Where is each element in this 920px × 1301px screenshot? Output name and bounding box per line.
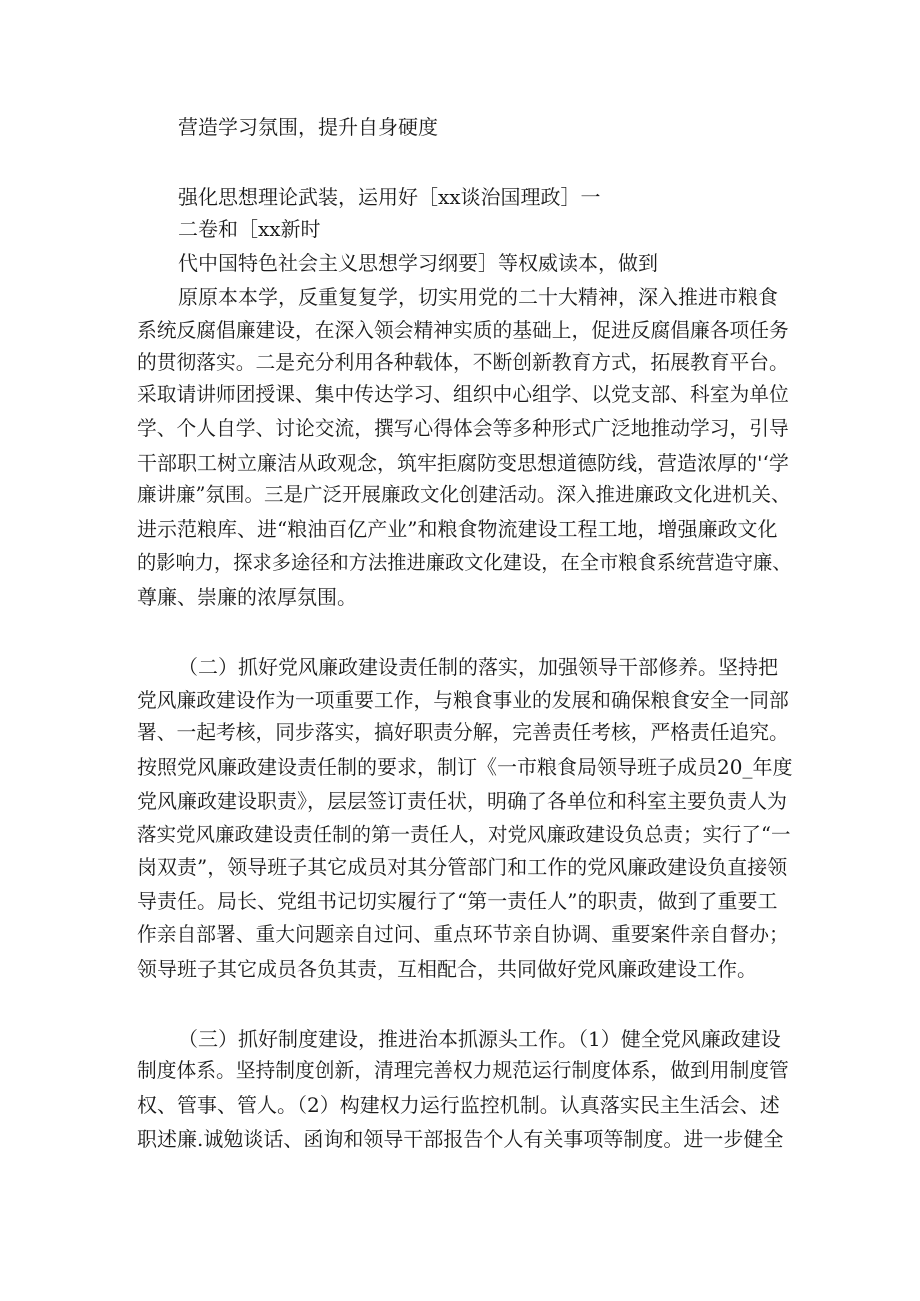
- section-2-line: 落实党风廉政建设责任制的第一责任人，对党风廉政建设负总责；实行了“一: [137, 823, 791, 846]
- section-2-line: 党风廉政建设职责》，层层签订责任状，明确了各单位和科室主要负责人为: [137, 789, 787, 813]
- section-2-line: （二）抓好党风廉政建设责任制的落实，加强领导干部修养。坚持把: [178, 655, 778, 679]
- intro-heading: 营造学习氛围，提升自身硬度: [178, 115, 438, 139]
- paragraph-1-line: 学、个人自学、讨论交流，撰写心得体会等多种形式广泛地推动学习，引导: [137, 417, 789, 440]
- section-2-line: 按照党风廉政建设责任制的要求，制订《一市粮食局领导班子成员20_年度: [137, 755, 793, 779]
- section-3-line: 制度体系。坚持制度创新，清理完善权力规范运行制度体系，做到用制度管: [137, 1059, 789, 1082]
- paragraph-1-line: 进示范粮库、进“粮油百亿产业”和粮食物流建设工程工地，增强廉政文化: [137, 517, 778, 541]
- intro-line-2: 二卷和［xx新时: [178, 217, 321, 241]
- paragraph-1-line: 尊廉、崇廉的浓厚氛围。: [137, 585, 357, 609]
- paragraph-1-line: 系统反腐倡廉建设，在深入领会精神实质的基础上，促进反腐倡廉各项任务: [137, 319, 789, 342]
- paragraph-1-line: 原原本本学，反重复复学，切实用党的二十大精神，深入推进市粮食: [178, 285, 778, 309]
- intro-line-3: 代中国特色社会主义思想学习纲要］等权威读本，做到: [178, 251, 658, 275]
- intro-line-1: 强化思想理论武装，运用好［xx谈治国理政］一: [178, 185, 601, 209]
- section-2-line: 岗双责”，领导班子其它成员对其分管部门和工作的党风廉政建设负直接领: [137, 855, 788, 879]
- section-3-line: （三）抓好制度建设，推进治本抓源头工作。（1）健全党风廉政建设: [178, 1027, 781, 1051]
- section-2-line: 作亲自部署、重大问题亲自过问、重点环节亲自协调、重要案件亲自督办；: [137, 923, 789, 946]
- section-2-line: 导责任。局长、党组书记切实履行了“第一责任人”的职责，做到了重要工: [137, 889, 778, 913]
- paragraph-1-line: 干部职工树立廉洁从政观念，筑牢拒腐防变思想道德防线，营造浓厚的'‘学: [137, 451, 789, 475]
- section-3-line: 权、管事、管人。（2）构建权力运行监控机制。认真落实民主生活会、述: [137, 1093, 780, 1117]
- section-2-line: 署、一起考核，同步落实，搞好职责分解，完善责任考核，严格责任追究。: [137, 721, 789, 744]
- paragraph-1-line: 的影响力，探求多途径和方法推进廉政文化建设，在全市粮食系统营造守廉、: [137, 551, 792, 574]
- paragraph-1-line: 采取请讲师团授课、集中传达学习、组织中心组学、以党支部、科室为单位: [137, 383, 789, 406]
- section-2-line: 领导班子其它成员各负其责，互相配合，共同做好党风廉政建设工作。: [137, 957, 757, 981]
- paragraph-1-line: 的贯彻落实。二是充分利用各种载体，不断创新教育方式，拓展教育平台。: [137, 351, 789, 374]
- section-2-line: 党风廉政建设作为一项重要工作，与粮食事业的发展和确保粮食安全一同部: [137, 689, 789, 712]
- section-3-line: 职述廉.诚勉谈话、函询和领导干部报告个人有关事项等制度。进一步健全: [137, 1127, 784, 1151]
- paragraph-1-line: 廉讲廉”氛围。三是广泛开展廉政文化创建活动。深入推进廉政文化进机关、: [137, 483, 791, 506]
